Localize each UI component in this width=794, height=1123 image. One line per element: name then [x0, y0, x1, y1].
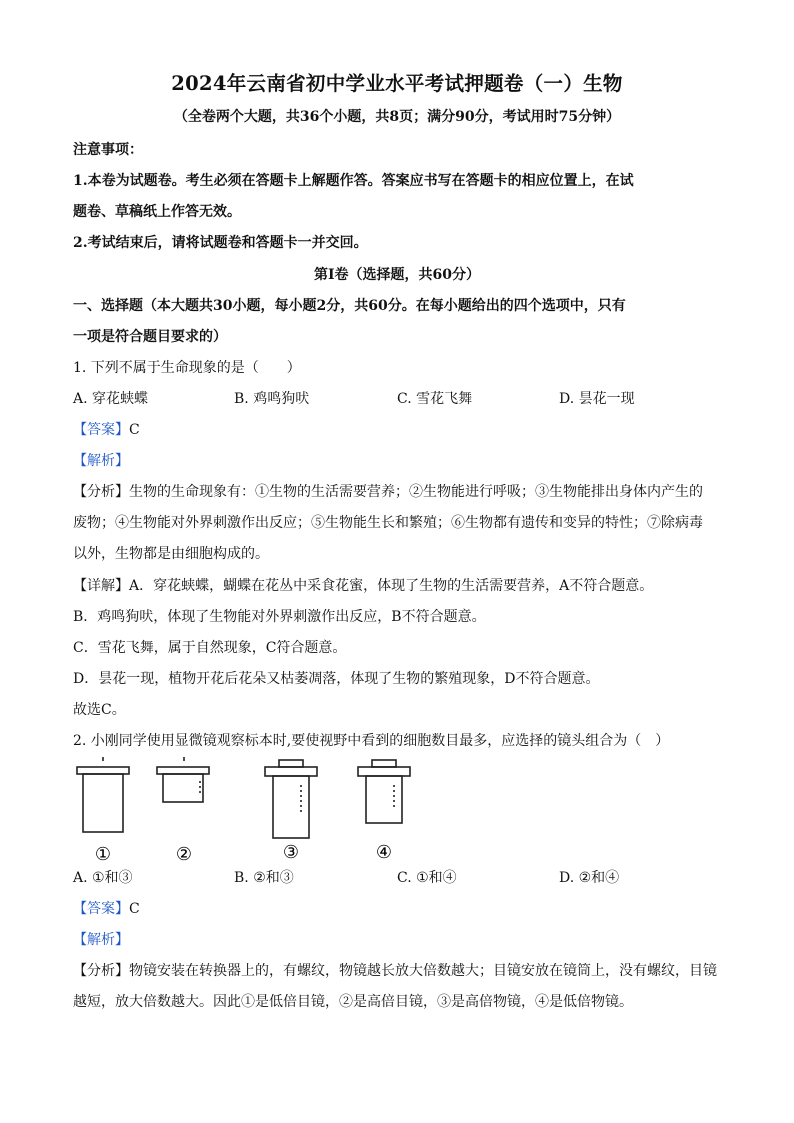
microscope-lens-diagram — [70, 755, 430, 865]
fenxi-text: 物镜安装在转换器上的，有螺纹，物镜越长放大倍数越大；目镜安放在镜筒上，没有螺纹，目镜 — [129, 963, 717, 979]
q2-option-b: B. ②和③ — [234, 870, 294, 886]
q1-detail-line-3: C．雪花飞舞，属于自然现象，C符合题意。 — [73, 640, 347, 656]
detail-tag: 【详解】 — [73, 578, 129, 594]
q2-option-a: A. ①和③ — [73, 870, 133, 886]
q2-analysis-tag: 【解析】 — [73, 932, 129, 948]
notice-item-1-line-2: 题卷、草稿纸上作答无效。 — [73, 204, 241, 220]
detail-text: A．穿花蛱蝶，蝴蝶在花丛中采食花蜜，体现了生物的生活需要营养，A不符合题意。 — [129, 578, 654, 594]
q2-fenxi-line-2: 越短，放大倍数越大。因此①是低倍目镜，②是高倍目镜，③是高倍物镜，④是低倍物镜。 — [73, 994, 633, 1010]
q1-option-b: B. 鸡鸣狗吠 — [234, 391, 310, 407]
q1-answer — [73, 420, 140, 440]
section-intro-line-2: 一项是符合题目要求的） — [73, 329, 227, 345]
lens-2 — [157, 757, 209, 802]
fenxi-tag: 【分析】 — [73, 484, 129, 500]
lens-3 — [265, 760, 317, 838]
q1-option-c: C. 雪花飞舞 — [397, 391, 473, 407]
notice-item-1-line-1: 1.本卷为试题卷。考生必须在答题卡上解题作答。答案应书写在答题卡的相应位置上，在试 — [73, 173, 634, 189]
answer-value: C — [129, 901, 140, 917]
part-title: 第Ⅰ卷（选择题，共60分） — [313, 267, 481, 283]
page-title: 2024年云南省初中学业水平考试押题卷（一）生物 — [171, 72, 623, 95]
q1-fenxi-line-1 — [73, 482, 703, 502]
q1-conclusion: 故选C。 — [73, 702, 126, 718]
q1-detail-line-2: B．鸡鸣狗吠，体现了生物能对外界刺激作出反应，B不符合题意。 — [73, 609, 486, 625]
q1-fenxi-line-2: 废物；④生物能对外界刺激作出反应；⑤生物能生长和繁殖；⑥生物都有遗传和变异的特性；⑦除病毒 — [73, 515, 703, 531]
page-subtitle: （全卷两个大题，共36个小题，共8页；满分90分，考试用时75分钟） — [173, 109, 621, 125]
fenxi-tag: 【分析】 — [73, 963, 129, 979]
lens-4 — [358, 760, 410, 823]
q2-answer — [73, 899, 140, 919]
notice-item-2: 2.考试结束后，请将试题卷和答题卡一并交回。 — [73, 235, 368, 251]
lens-label-1: ① — [94, 844, 112, 865]
q1-option-d: D. 昙花一现 — [559, 391, 635, 407]
lens-label-4: ④ — [375, 842, 393, 863]
q1-detail-line-1 — [73, 576, 653, 596]
q1-option-a: A. 穿花蛱蝶 — [73, 391, 149, 407]
answer-tag: 【答案】 — [73, 422, 129, 438]
answer-value: C — [129, 422, 140, 438]
q2-option-c: C. ①和④ — [397, 870, 457, 886]
q2-stem: 2. 小刚同学使用显微镜观察标本时,要使视野中看到的细胞数目最多，应选择的镜头组合为（ ） — [73, 733, 670, 749]
lens-label-3: ③ — [282, 842, 300, 863]
q1-stem: 1. 下列不属于生命现象的是（ ） — [73, 360, 301, 376]
q2-fenxi-line-1 — [73, 961, 717, 981]
lens-label-2: ② — [175, 844, 193, 865]
q1-detail-line-4: D．昙花一现，植物开花后花朵又枯萎凋落，体现了生物的繁殖现象，D不符合题意。 — [73, 671, 600, 687]
lens-1 — [77, 757, 129, 832]
fenxi-text: 生物的生命现象有：①生物的生活需要营养；②生物能进行呼吸；③生物能排出身体内产生的 — [129, 484, 703, 500]
notice-heading: 注意事项： — [73, 142, 143, 158]
q2-option-d: D. ②和④ — [559, 870, 620, 886]
q1-fenxi-line-3: 以外，生物都是由细胞构成的。 — [73, 546, 269, 562]
section-intro-line-1: 一、选择题（本大题共30小题，每小题2分，共60分。在每小题给出的四个选项中，只有 — [73, 298, 626, 314]
answer-tag: 【答案】 — [73, 901, 129, 917]
q1-analysis-tag: 【解析】 — [73, 453, 129, 469]
